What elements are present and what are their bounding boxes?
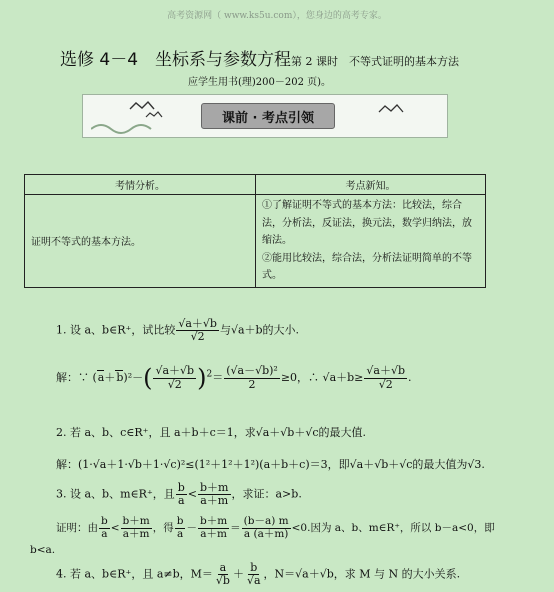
fraction: $\frac{b}{a}$ [101, 515, 108, 540]
problem-3-solution-cont: b<a. [30, 544, 56, 556]
banner-label: 课前 · 考点引领 [222, 110, 314, 126]
problem-1 [56, 318, 299, 343]
problem-1-solution: 解：∵ (a＋b)²－( $\frac{√a+√b}{√2}$ )$^2$＝ $\frac{\text{(√a－√b)²}}{2}$ ≥0，∴ √a＋b≥ $\frac{√a+√b}{√2}$ . [56, 364, 412, 392]
page-title [60, 45, 459, 70]
table-header-row [25, 175, 486, 195]
table-cell: 证明不等式的基本方法。 [25, 195, 256, 288]
problem-text: 3. 设 a、b、m∈R⁺，且 [56, 487, 175, 501]
table-cell [256, 195, 486, 288]
bird-icon [375, 98, 415, 124]
section-banner [82, 94, 448, 138]
fraction: $\frac{b}{√a}$ [246, 561, 261, 588]
math-expression: (a＋b)²－ [92, 371, 144, 384]
table-row [25, 195, 486, 288]
problem-text: 与√a＋b的大小. [219, 323, 300, 337]
fraction: $\frac{a}{√b}$ [215, 561, 230, 588]
fraction: $\frac{b+m}{a+m}$ [199, 515, 228, 540]
solution-text: ≥0，∴ √a＋b≥ [280, 371, 364, 384]
fraction: $\frac{b+m}{a+m}$ [122, 515, 150, 540]
title-lesson: 第 2 课时 不等式证明的基本方法 [291, 55, 460, 68]
title-ref-line: 应学生用书(理)200－202 页)。 [188, 77, 332, 88]
problem-4: 4. 若 a、b∈R⁺，且 a≠b，M＝ $\frac{a}{√b}$ ＋ $\frac{b}{√a}$ ，N＝√a＋√b，求 M 与 N 的大小关系. [56, 561, 461, 588]
fraction: $\frac{\text{(√a－√b)²}}{2}$ [226, 364, 278, 391]
problem-text: ，求证：a>b. [231, 487, 302, 501]
knowledge-item: ②能用比较法，综合法，分析法证明简单的不等式。 [262, 252, 472, 281]
fraction: $\frac{b}{a}$ [176, 515, 184, 540]
fraction: $\frac{b}{a}$ [177, 481, 185, 508]
table-header-cell: 考点新知。 [256, 175, 486, 195]
fraction: $\frac{√a+√b}{√2}$ [178, 317, 217, 344]
problem-2: 2. 若 a、b、c∈R⁺，且 a＋b＋c＝1，求√a＋√b＋√c的最大值. [56, 426, 367, 439]
problem-3-solution: 证明：由 $\frac{b}{a}$ < $\frac{b+m}{a+m}$ ，得 $\frac{b}{a}$ － $\frac{b+m}{a+m}$ ＝ $\frac{(b-a) m}{a (a+m)}$ <0.因为 a、b、m∈R⁺，所以 b－a<0，即 [56, 515, 495, 540]
fraction: $\frac{√a+√b}{√2}$ [155, 364, 195, 391]
fraction: $\frac{b+m}{a+m}$ [200, 481, 229, 508]
problem-2-solution: 解：(1·√a＋1·√b＋1·√c)²≤(1²＋1²＋1²)(a＋b＋c)＝3，即√a＋√b＋√c的最大值为√3. [56, 458, 485, 471]
header-watermark: 高考资源网（ www.ks5u.com），您身边的高考专家。 [167, 11, 387, 21]
knowledge-item: ①了解证明不等式的基本方法：比较法，综合法，分析法，反证法，换元法，数学归纳法，放缩法。 [262, 200, 472, 246]
problem-3: 3. 设 a、b、m∈R⁺，且 $\frac{b}{a}$ < $\frac{b+m}{a+m}$ ，求证：a>b. [56, 481, 302, 508]
fraction: $\frac{√a+√b}{√2}$ [366, 364, 406, 391]
title-main: 选修 4－4 坐标系与参数方程 [60, 50, 292, 70]
solution-label: 解：∵ [56, 371, 89, 384]
problem-text: 1. 设 a、b∈R⁺，试比较 [56, 323, 176, 337]
wave-icon [91, 119, 161, 135]
table-header-cell: 考情分析。 [25, 175, 256, 195]
exam-analysis-table [24, 174, 486, 288]
fraction: $\frac{(b-a) m}{a (a+m)}$ [243, 515, 289, 540]
banner-plate [201, 103, 335, 129]
